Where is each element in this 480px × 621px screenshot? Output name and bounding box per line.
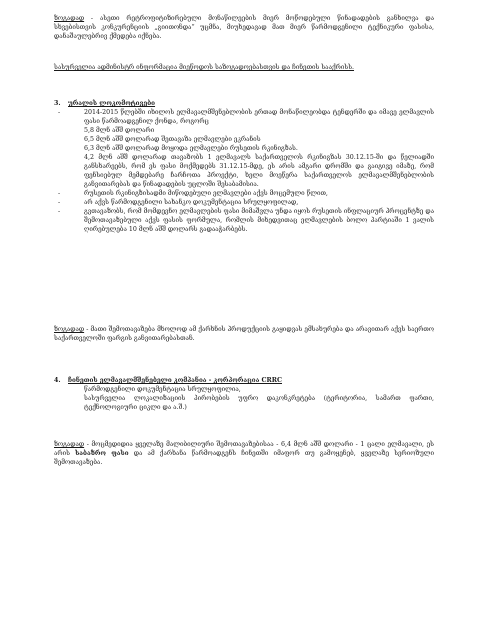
underlined-paragraph: სასურველია ადმინისტრ ინფორმაცია მიეწოდოს საზოგადოებასთვის და ჩინეთის სააქრისს. bbox=[54, 64, 355, 71]
bold-phrase: საბაზრო ფასი bbox=[75, 450, 129, 457]
section-heading: 4. ჩინეთის ელმავალმშენებელი კომპანია - კორპორაცია CRRC bbox=[54, 377, 282, 384]
list-item: - გვთავაზობს, რომ მომდევნო ელმავლების ფასი მიმაშვლა უნდა იყოს რუსეთის ინფლაციურ პროცენტზე და შემოთავაზებული აქვს ფასის ფორმულა, რომლის მიხედვითაც ელმავლების ბოლო პარტიაში 1 ვალის ღირებულება 10 მლნ აშშ დოლარს გადააჭარბებს. bbox=[54, 207, 434, 234]
paragraph-intro bbox=[54, 14, 434, 41]
paragraph-lead: ზოგადად bbox=[54, 15, 85, 22]
list-item: - რუსეთის რკინიგზისადმი მიწოდებული ელმავლები აქვს მოცემული წლით, bbox=[54, 189, 434, 198]
paragraph-text: - მათი შემოთავაზება მხოლოდ ამ ქარხნის პროდუქციის გაყიდვას ემსახურება და არავითარ აქვს საერთო საქართველოში ფარგის განვითარებასთან. bbox=[54, 326, 434, 342]
paragraph-summary bbox=[54, 325, 434, 343]
section-3-paragraph: 4,2 მლნ აშშ დოლარად თავაზობს 1 ელმავალს საქართველოს რკინიგზას 30.12.15-ში და წელიადში განსხარეებს, რომ ეს ფასი მოქმედებს 31.12.15-მდე, ეს არის ამგარი დრომში და გაიგივე იმაზე, რომ ფენსიებულ მემდებარე ჩარჩოთა პროექტი, ხელი მოეწერა საქართველოს ელმავალმშენებლობის განვითარებას და წინადადების უცლოში შესაბამისია. bbox=[84, 154, 434, 188]
section-4 bbox=[54, 376, 434, 412]
section-3-bullets bbox=[54, 108, 434, 126]
section-4-line: სასურველია ლოკალიზაციის პირობების უფრო დაკონკრეტება (ტერიტორია, სამართ ფართი, ტექნოლოგიური ციკლი და ა.შ.) bbox=[84, 395, 434, 411]
paragraph-text: - ასეთი რეტროფიტიზირებული მონაწილეების მიერ მოწოდებული წინადადების განხილვა და სხვებისთვის კონკურენციის „გიითონდა“ უცმნა, მიუხედავად მათ მიერ წარმოდგენილი ტექნიკური ფასისა, დანაშაულებრივ ქმედება იქნება. bbox=[54, 15, 434, 40]
paragraph-lead: ზოგადად bbox=[54, 441, 85, 448]
section-heading: 3. ურალის ლოკომოტივები bbox=[54, 100, 156, 107]
paragraph-lead: ზოგადად bbox=[54, 326, 85, 333]
list-item: - არ აქვს წარმოდგენილი სახანკო დოკუმენტაცია სრულყოფილად, bbox=[54, 198, 434, 207]
section-3-subbullets bbox=[54, 189, 434, 234]
price-line: 5,8 მლნ აშშ დოლარი bbox=[84, 127, 155, 134]
paragraph-text: და ამ ქარხანა წარმოადგენს ჩინეთში იმაფორ თუ გამოყენებ, ყველაზე სერიოზული შემოთავაზება. bbox=[54, 450, 434, 466]
section-3 bbox=[54, 99, 434, 234]
price-line: 6,5 მლნ აშშ დოლარად შეთავაზა ელმავლები ეკრანის bbox=[84, 136, 261, 143]
price-line: 6,3 მლნ აშშ დოლარად მოყოდა ელმავლები რუსეთის რკინიგზას. bbox=[84, 145, 298, 152]
section-4-line: წარმოდგენილი დოკუმენტაცია სრულყოფილია, bbox=[84, 386, 241, 393]
list-item: - 2014-2015 წლებში იხილოს ელმავალმშენებლობის ერთად მონაწილეობდა ტენდერში და იმავე ელმავლის ფასი წარმოადგენილ ქონდა, როგორც bbox=[54, 108, 434, 126]
paragraph-text: - მოცმედიდია ყველაზე მალიბილიური შემოთავაზებისაა - 6,4 მლნ აშშ დოლარი - 1 ცალი ელმავალი, ეს არის bbox=[54, 441, 434, 457]
paragraph-conclusion bbox=[54, 440, 434, 467]
